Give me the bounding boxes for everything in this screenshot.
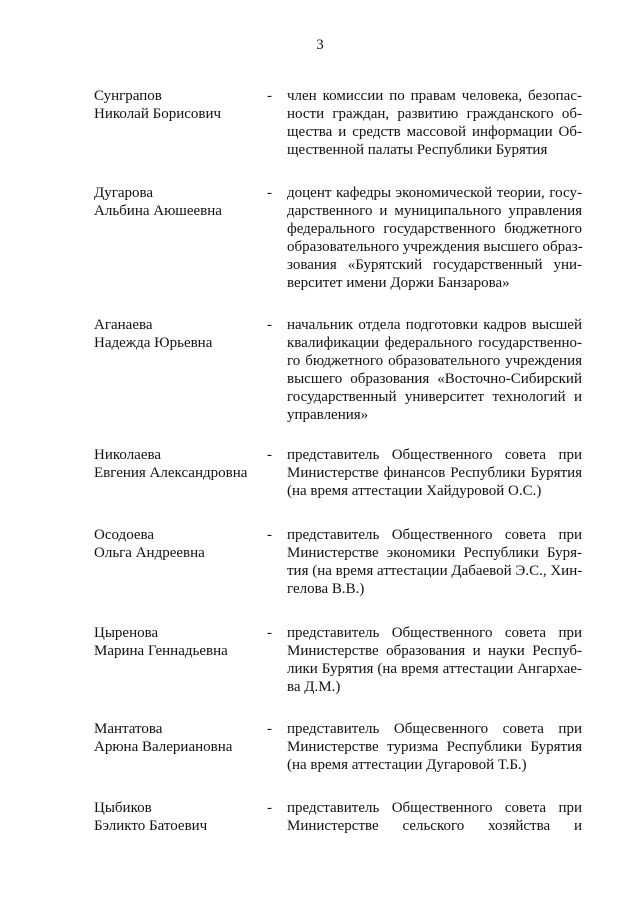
separator-dash: - xyxy=(267,88,272,104)
member-description xyxy=(287,624,582,696)
description-line: ности граждан, развитию гражданского об- xyxy=(287,106,582,122)
member-surname: Николаева xyxy=(94,447,162,463)
member-surname: Цыбиков xyxy=(94,800,152,816)
member-description xyxy=(287,799,582,835)
description-line: Министерстве экономики Республики Буря- xyxy=(287,545,582,561)
description-line: Министерстве образования и науки Респуб- xyxy=(287,643,582,659)
description-line: управления» xyxy=(287,407,369,423)
description-line: высшего образования «Восточно-Сибирский xyxy=(287,371,582,387)
member-description xyxy=(287,184,582,292)
separator-dash: - xyxy=(267,625,272,641)
description-line: (на время аттестации Хайдуровой О.С.) xyxy=(287,483,542,499)
description-line: доцент кафедры экономической теории, госу- xyxy=(287,185,582,201)
description-line: тия (на время аттестации Дабаевой Э.С., Хин- xyxy=(287,563,583,579)
member-description xyxy=(287,87,582,159)
separator-dash: - xyxy=(267,800,272,816)
description-line: верситет имени Доржи Банзарова» xyxy=(287,275,510,291)
member-given-names: Надежда Юрьевна xyxy=(94,335,213,351)
member-given-names: Бэликто Батоевич xyxy=(94,818,208,834)
description-line: представитель Общественного совета при xyxy=(287,800,582,816)
member-name xyxy=(94,446,264,482)
member-surname: Сунграпов xyxy=(94,88,162,104)
member-name xyxy=(94,87,264,123)
description-line: квалификации федерального государственно- xyxy=(287,335,582,351)
description-line: Министерстве туризма Республики Бурятия xyxy=(287,739,582,755)
member-description xyxy=(287,446,582,500)
description-line: представитель Общественного совета при xyxy=(287,625,582,641)
member-name xyxy=(94,720,264,756)
member-name xyxy=(94,624,264,660)
description-line: го бюджетного образовательного учреждения xyxy=(287,353,582,369)
description-line: (на время аттестации Дугаровой Т.Б.) xyxy=(287,757,527,773)
member-given-names: Альбина Аюшеевна xyxy=(94,203,222,219)
separator-dash: - xyxy=(267,721,272,737)
member-given-names: Марина Геннадьевна xyxy=(94,643,228,659)
description-line: зования «Бурятский государственный уни- xyxy=(287,257,582,273)
member-description xyxy=(287,316,582,424)
member-surname: Аганаева xyxy=(94,317,153,333)
member-surname: Дугарова xyxy=(94,185,154,201)
page-number: 3 xyxy=(316,37,324,53)
description-line: щественной палаты Республики Бурятия xyxy=(287,142,548,158)
description-line: лики Бурятия (на время аттестации Ангархае- xyxy=(287,661,582,677)
description-line: Министерстве финансов Республики Бурятия xyxy=(287,465,582,481)
member-description xyxy=(287,526,582,598)
description-line: гелова В.В.) xyxy=(287,581,365,597)
description-line: Министерстве сельского хозяйства и xyxy=(287,818,582,834)
separator-dash: - xyxy=(267,447,272,463)
separator-dash: - xyxy=(267,527,272,543)
separator-dash: - xyxy=(267,317,272,333)
member-given-names: Арюна Валериановна xyxy=(94,739,233,755)
member-given-names: Евгения Александровна xyxy=(94,465,248,481)
separator-dash: - xyxy=(267,185,272,201)
description-line: представитель Общественного совета при xyxy=(287,527,582,543)
description-line: ва Д.М.) xyxy=(287,679,341,695)
description-line: начальник отдела подготовки кадров высшей xyxy=(287,317,582,333)
member-description xyxy=(287,720,582,774)
description-line: государственный университет технологий и xyxy=(287,389,582,405)
description-line: федерального государственного бюджетного xyxy=(287,221,582,237)
member-name xyxy=(94,799,264,835)
member-name xyxy=(94,316,264,352)
description-line: представитель Общественного совета при xyxy=(287,447,582,463)
description-line: образовательного учреждения высшего образ- xyxy=(287,239,583,255)
member-surname: Цыренова xyxy=(94,625,159,641)
description-line: член комиссии по правам человека, безопас- xyxy=(287,88,582,104)
description-line: дарственного и муниципального управления xyxy=(287,203,582,219)
member-surname: Осодоева xyxy=(94,527,155,543)
member-surname: Мантатова xyxy=(94,721,163,737)
description-line: щества и средств массовой информации Об- xyxy=(287,124,582,140)
member-name xyxy=(94,184,264,220)
member-name xyxy=(94,526,264,562)
member-given-names: Ольга Андреевна xyxy=(94,545,205,561)
description-line: представитель Общесвенного совета при xyxy=(287,721,582,737)
member-given-names: Николай Борисович xyxy=(94,106,222,122)
